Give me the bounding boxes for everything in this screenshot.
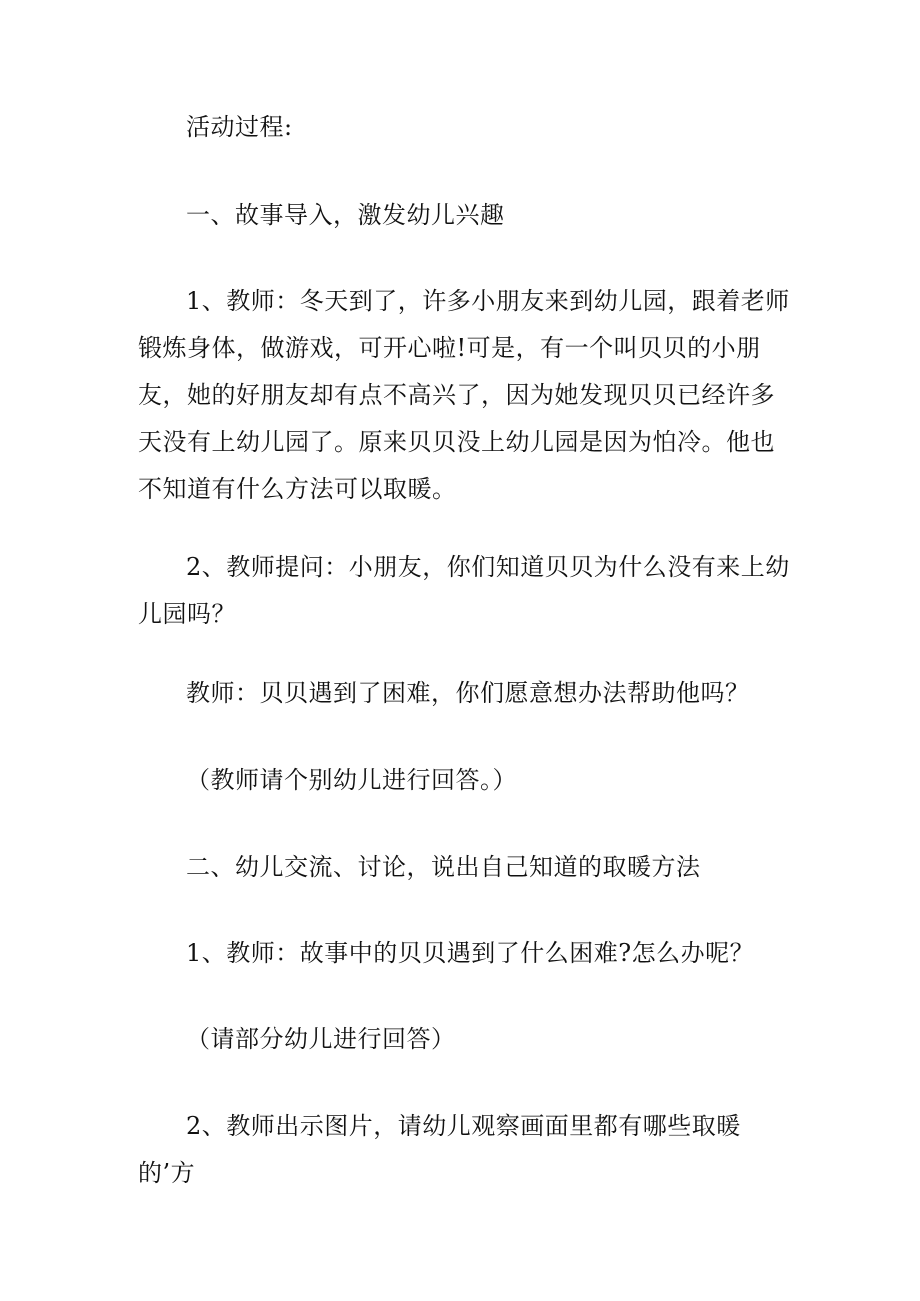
- paragraph-show-pictures: 2、教师出示图片，请幼儿观察画面里都有哪些取暖的’方: [138, 1112, 741, 1187]
- section-one-title: 一、故事导入，激发幼儿兴趣: [186, 201, 505, 229]
- section-two-title: 二、幼儿交流、讨论，说出自己知道的取暖方法: [186, 853, 701, 881]
- activity-heading: 活动过程:: [186, 113, 293, 141]
- paragraph-individual-answer: （教师请个别幼儿进行回答。）: [186, 766, 517, 794]
- paragraph-story-difficulty: 1、教师：故事中的贝贝遇到了什么困难?怎么办呢？: [186, 939, 755, 967]
- paragraph-partial-answer: （请部分幼儿进行回答）: [186, 1025, 456, 1053]
- paragraph-teacher-help: 教师：贝贝遇到了困难，你们愿意想办法帮助他吗？: [186, 679, 750, 707]
- paragraph-teacher-question: 2、教师提问：小朋友，你们知道贝贝为什么没有来上幼儿园吗？: [138, 553, 790, 628]
- paragraph-story-intro: 1、教师：冬天到了，许多小朋友来到幼儿园，跟着老师锻炼身体，做游戏，可开心啦!可是，有一个叫贝贝的小朋友，她的好朋友却有点不高兴了，因为她发现贝贝已经许多天没有上幼儿园了。原来贝贝没上幼儿园是因为怕冷。他也不知道有什么方法可以取暖。: [138, 287, 790, 503]
